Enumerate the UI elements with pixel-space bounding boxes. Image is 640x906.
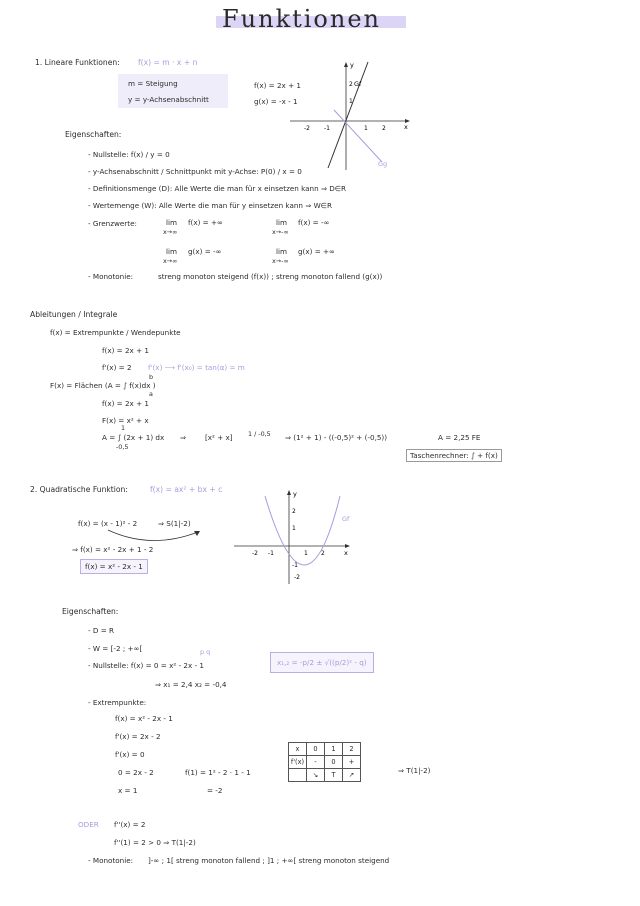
sign-table-shape: T bbox=[325, 769, 343, 782]
quadratic-gf-label: Gf bbox=[342, 515, 350, 523]
quadratic-D: - D = R bbox=[88, 626, 115, 635]
extrem-e5a: x = 1 bbox=[118, 786, 138, 795]
oder-o2: f''(1) = 2 > 0 ⇒ T(1|-2) bbox=[114, 838, 196, 847]
m-definition: m = Steigung bbox=[128, 79, 178, 88]
extrem-e5b: = -2 bbox=[207, 786, 223, 795]
sign-table-header: x bbox=[289, 743, 307, 756]
abl-f2-note: f'(x) ⟶ f'(x₀) = tan(α) = m bbox=[148, 363, 245, 372]
sign-table-cell: - bbox=[307, 756, 325, 769]
abl-f3: f(x) = 2x + 1 bbox=[102, 399, 149, 408]
area-upper: 1 bbox=[121, 424, 126, 432]
sign-table-header: 0 bbox=[307, 743, 325, 756]
graph-f-label: Gf bbox=[354, 80, 362, 88]
linear-tick-x: -2 bbox=[304, 125, 310, 132]
sign-table-cell: + bbox=[343, 756, 361, 769]
quadratic-formula: f(x) = ax² + bx + c bbox=[150, 485, 223, 494]
graph-parabola bbox=[265, 496, 340, 565]
linear-definitionsmenge: - Definitionsmenge (D): Alle Werte die man für x einsetzen kann ⇒ D∈R bbox=[88, 184, 347, 193]
int-upper: b bbox=[149, 373, 154, 381]
quadratic-tick-x: -2 bbox=[252, 550, 258, 557]
quadratic-tick-x: -1 bbox=[268, 550, 274, 557]
area-arrow: ⇒ bbox=[180, 433, 187, 442]
area-result: A = 2,25 FE bbox=[438, 433, 481, 442]
limit-f-neg-lim: lim bbox=[276, 218, 287, 227]
extrem-e2: f'(x) = 2x - 2 bbox=[115, 732, 161, 741]
limit-f-pos-val: f(x) = +∞ bbox=[188, 218, 223, 227]
quadratic-roots: ⇒ x₁ = 2,4 x₂ = -0,4 bbox=[155, 680, 227, 689]
extrem-e4b: f(1) = 1² - 2 · 1 - 1 bbox=[185, 768, 251, 777]
area-step: ⇒ (1² + 1) - ((-0,5)² + (-0,5)) bbox=[285, 433, 388, 442]
limit-f-neg-val: f(x) = -∞ bbox=[298, 218, 330, 227]
tiefpunkt-result: ⇒ T(1|-2) bbox=[398, 766, 431, 775]
limit-g-pos-val: g(x) = -∞ bbox=[188, 247, 222, 256]
calculator-note: Taschenrechner: ∫ + f(x) bbox=[406, 449, 502, 462]
y-definition: y = y-Achsenabschnitt bbox=[128, 95, 209, 104]
quadratic-vertex-form: f(x) = (x - 1)² - 2 bbox=[78, 519, 138, 528]
linear-nullstelle: - Nullstelle: f(x) / y = 0 bbox=[88, 150, 170, 159]
quadratic-graph bbox=[232, 486, 357, 586]
sign-table-shape: ↗ bbox=[343, 769, 361, 782]
linear-monotonie-label: - Monotonie: bbox=[88, 272, 134, 281]
linear-tick-x: 2 bbox=[382, 125, 386, 132]
fx-extrempunkte: f(x) = Extrempunkte / Wendepunkte bbox=[50, 328, 181, 337]
f-definition: f(x) = 2x + 1 bbox=[254, 81, 301, 90]
limit-g-neg-val: g(x) = +∞ bbox=[298, 247, 336, 256]
quadratic-monotonie-label: - Monotonie: bbox=[88, 856, 134, 865]
area-lower: -0,5 bbox=[116, 443, 129, 451]
limit-f-neg-sub: x→-∞ bbox=[272, 228, 289, 236]
quadratic-expand: ⇒ f(x) = x² - 2x + 1 - 2 bbox=[72, 545, 154, 554]
limit-f-pos-lim: lim bbox=[166, 218, 177, 227]
section-quadratic-heading: 2. Quadratische Funktion: bbox=[30, 485, 128, 494]
quadratic-tick-y: 1 bbox=[292, 525, 296, 532]
quadratic-tick-y: -1 bbox=[292, 562, 298, 569]
linear-grenzwerte-label: - Grenzwerte: bbox=[88, 219, 137, 228]
linear-graph bbox=[290, 58, 415, 173]
sign-table-row-label: f'(x) bbox=[289, 756, 307, 769]
quadratic-tick-y: 2 bbox=[292, 508, 296, 515]
quadratic-W: - W = [-2 ; +∞[ bbox=[88, 644, 143, 653]
quadratic-eig-heading: Eigenschaften: bbox=[62, 607, 119, 616]
limit-g-pos-lim: lim bbox=[166, 247, 177, 256]
limit-f-pos-sub: x→∞ bbox=[163, 228, 178, 236]
linear-y-achsenabschnitt: - y-Achsenabschnitt / Schnittpunkt mit y-Achse: P(0) / x = 0 bbox=[88, 167, 302, 176]
pq-formula: x₁,₂ = -p/2 ± √((p/2)² - q) bbox=[270, 652, 374, 673]
linear-tick-x: 1 bbox=[364, 125, 368, 132]
linear-tick-y: 1 bbox=[349, 98, 353, 105]
quadratic-y-label: y bbox=[293, 490, 297, 498]
Fx-flaechen: F(x) = Flächen (A = ∫ f(x)dx ) bbox=[50, 381, 156, 390]
oder-o1: f''(x) = 2 bbox=[114, 820, 146, 829]
sign-table-cell: 0 bbox=[325, 756, 343, 769]
limit-g-pos-sub: x→∞ bbox=[163, 257, 178, 265]
section-ableitungen-heading: Ableitungen / Integrale bbox=[30, 310, 118, 319]
quadratic-result: f(x) = x² - 2x - 1 bbox=[80, 559, 148, 574]
quadratic-x-label: x bbox=[344, 549, 348, 557]
linear-tick-x: -1 bbox=[324, 125, 330, 132]
sign-table-header: 1 bbox=[325, 743, 343, 756]
extrem-e3: f'(x) = 0 bbox=[115, 750, 145, 759]
linear-tick-y: 2 bbox=[349, 81, 353, 88]
extrem-e4a: 0 = 2x - 2 bbox=[118, 768, 154, 777]
page-title: Funktionen bbox=[222, 5, 381, 33]
abl-f2: f'(x) = 2 bbox=[102, 363, 132, 372]
sign-table-empty bbox=[289, 769, 307, 782]
int-lower: a bbox=[149, 390, 153, 398]
limit-g-neg-sub: x→-∞ bbox=[272, 257, 289, 265]
linear-monotonie: streng monoton steigend (f(x)) ; streng monoton fallend (g(x)) bbox=[158, 272, 383, 281]
extrem-label: - Extrempunkte: bbox=[88, 698, 147, 707]
section-linear-heading: 1. Lineare Funktionen: bbox=[35, 58, 120, 67]
sign-table-shape: ↘ bbox=[307, 769, 325, 782]
graph-f-line bbox=[328, 62, 368, 168]
graph-g-label: Gg bbox=[378, 160, 388, 168]
linear-y-label: y bbox=[350, 61, 354, 69]
area-bracket: [x² + x] bbox=[205, 433, 233, 442]
linear-eig-heading: Eigenschaften: bbox=[65, 130, 122, 139]
oder-label: ODER bbox=[78, 820, 99, 829]
linear-wertemenge: - Wertemenge (W): Alle Werte die man für y einsetzen kann ⇒ W∈R bbox=[88, 201, 332, 210]
quadratic-tick-x: 1 bbox=[304, 550, 308, 557]
extrem-e1: f(x) = x² - 2x - 1 bbox=[115, 714, 173, 723]
quadratic-tick-y: -2 bbox=[294, 574, 300, 581]
quadratic-monotonie: ]-∞ ; 1[ streng monoton fallend ; ]1 ; +∞[ streng monoton steigend bbox=[148, 856, 390, 865]
linear-x-label: x bbox=[404, 123, 408, 131]
abl-F1: F(x) = x² + x bbox=[102, 416, 149, 425]
area-definition: A = ∫ (2x + 1) dx bbox=[102, 433, 165, 442]
quadratic-vertex: ⇒ S(1|-2) bbox=[158, 519, 191, 528]
quadratic-nullstelle: - Nullstelle: f(x) = 0 = x² - 2x - 1 bbox=[88, 661, 204, 670]
quadratic-tick-x: 2 bbox=[321, 550, 325, 557]
abl-f1: f(x) = 2x + 1 bbox=[102, 346, 149, 355]
area-bracket-limits: 1 / -0,5 bbox=[248, 430, 271, 438]
linear-formula: f(x) = m · x + n bbox=[138, 58, 198, 67]
sign-table-header: 2 bbox=[343, 743, 361, 756]
limit-g-neg-lim: lim bbox=[276, 247, 287, 256]
g-definition: g(x) = -x - 1 bbox=[254, 97, 298, 106]
graph-g-line bbox=[334, 110, 382, 162]
sign-table bbox=[288, 742, 361, 782]
pq-labels: p q bbox=[200, 648, 211, 656]
